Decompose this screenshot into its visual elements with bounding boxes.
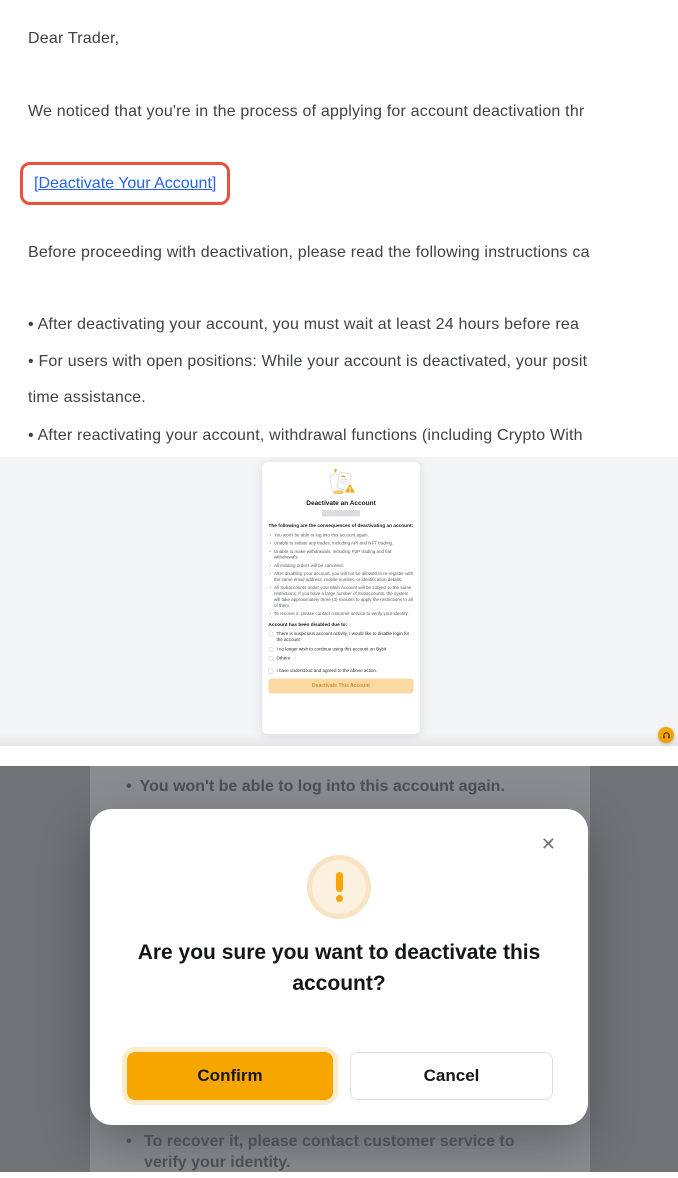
radio-icon[interactable] bbox=[269, 647, 274, 652]
documents-warning-icon bbox=[324, 468, 359, 497]
email-bullet-2: • For users with open positions: While your account is deactivated, your posit bbox=[28, 353, 588, 370]
dimmed-bullet-top: • You won't be able to log into this account again. bbox=[126, 778, 505, 795]
reason-option[interactable] bbox=[269, 646, 414, 652]
deactivation-page-screenshot bbox=[262, 462, 420, 734]
reason-label: Others bbox=[276, 655, 291, 661]
modal-screenshot bbox=[0, 766, 678, 1172]
email-paragraph-1: We noticed that you're in the process of applying for account deactivation thr bbox=[28, 103, 585, 120]
dimmed-bullet-bottom: • To recover it, please contact customer service to verify your identity. bbox=[126, 1133, 515, 1171]
phone-intro-text: The following are the consequences of deactivating an account: bbox=[268, 523, 414, 529]
agree-label: I have understood and agreed to the above action. bbox=[276, 668, 378, 674]
email-bullet-1: • After deactivating your account, you must wait at least 24 hours before rea bbox=[28, 316, 580, 333]
list-item: • All Subaccounts under your Main Account will be subject to the same restrictions. If you have a large number of Subaccounts, the system will take approximately three (3) minutes to apply the restrictions to all of them. bbox=[269, 585, 414, 609]
screenshot-band bbox=[0, 457, 678, 746]
cancel-button[interactable]: Cancel bbox=[350, 1052, 553, 1100]
list-item: • After disabling your account, you will not be allowed to re-register with the same email address, mobile number, or identification details. bbox=[269, 571, 414, 583]
agree-row[interactable] bbox=[269, 668, 414, 674]
reason-label: I no longer wish to continue using this account on Bybit bbox=[276, 646, 387, 652]
deactivate-this-account-button[interactable]: Deactivate This Account bbox=[269, 678, 414, 693]
list-item: • Unable to make withdrawals, including P2P trading and fiat withdrawals. bbox=[269, 549, 414, 561]
reason-label: There is suspicious account activity, I would like to disable login for the account bbox=[276, 631, 410, 642]
support-chat-button[interactable] bbox=[658, 727, 674, 743]
redacted-uid-blur bbox=[322, 510, 360, 517]
confirm-button[interactable]: Confirm bbox=[127, 1052, 333, 1100]
headset-icon bbox=[662, 731, 671, 740]
email-bullet-3: • After reactivating your account, withdrawal functions (including Crypto With bbox=[28, 427, 583, 444]
list-item: • Unable to initiate any trades, including API and NFT trading. bbox=[269, 541, 414, 547]
bullet-glyph: • bbox=[126, 1133, 132, 1150]
deactivate-account-link[interactable]: [Deactivate Your Account] bbox=[34, 174, 217, 192]
radio-icon[interactable] bbox=[269, 656, 274, 661]
email-paragraph-2: Before proceeding with deactivation, please read the following instructions ca bbox=[28, 244, 590, 261]
bullet-glyph: • bbox=[126, 778, 132, 795]
dialog-title: Are you sure you want to deactivate this account? bbox=[137, 941, 541, 995]
close-icon[interactable]: ✕ bbox=[540, 834, 556, 854]
warning-exclamation-icon bbox=[307, 855, 371, 919]
reason-options bbox=[269, 631, 414, 661]
consequence-list bbox=[269, 532, 414, 617]
reason-heading: Account has been disabled due to: bbox=[268, 622, 348, 628]
highlight-red-box bbox=[20, 162, 230, 205]
confirm-dialog bbox=[90, 809, 588, 1125]
radio-icon[interactable] bbox=[269, 632, 274, 637]
list-item: • You won't be able to log into this account again. bbox=[269, 532, 414, 538]
list-item: • To recover it, please contact customer service to verify your identity. bbox=[269, 611, 414, 617]
reason-option[interactable] bbox=[269, 656, 414, 662]
reason-option[interactable] bbox=[269, 631, 414, 643]
list-item: • All existing orders will be canceled. bbox=[269, 563, 414, 569]
phone-page-title: Deactivate an Account bbox=[306, 499, 376, 507]
email-greeting: Dear Trader, bbox=[28, 30, 120, 47]
email-bullet-2-continued: time assistance. bbox=[28, 389, 146, 406]
dialog-buttons bbox=[127, 1052, 553, 1100]
checkbox-icon[interactable] bbox=[269, 669, 274, 674]
